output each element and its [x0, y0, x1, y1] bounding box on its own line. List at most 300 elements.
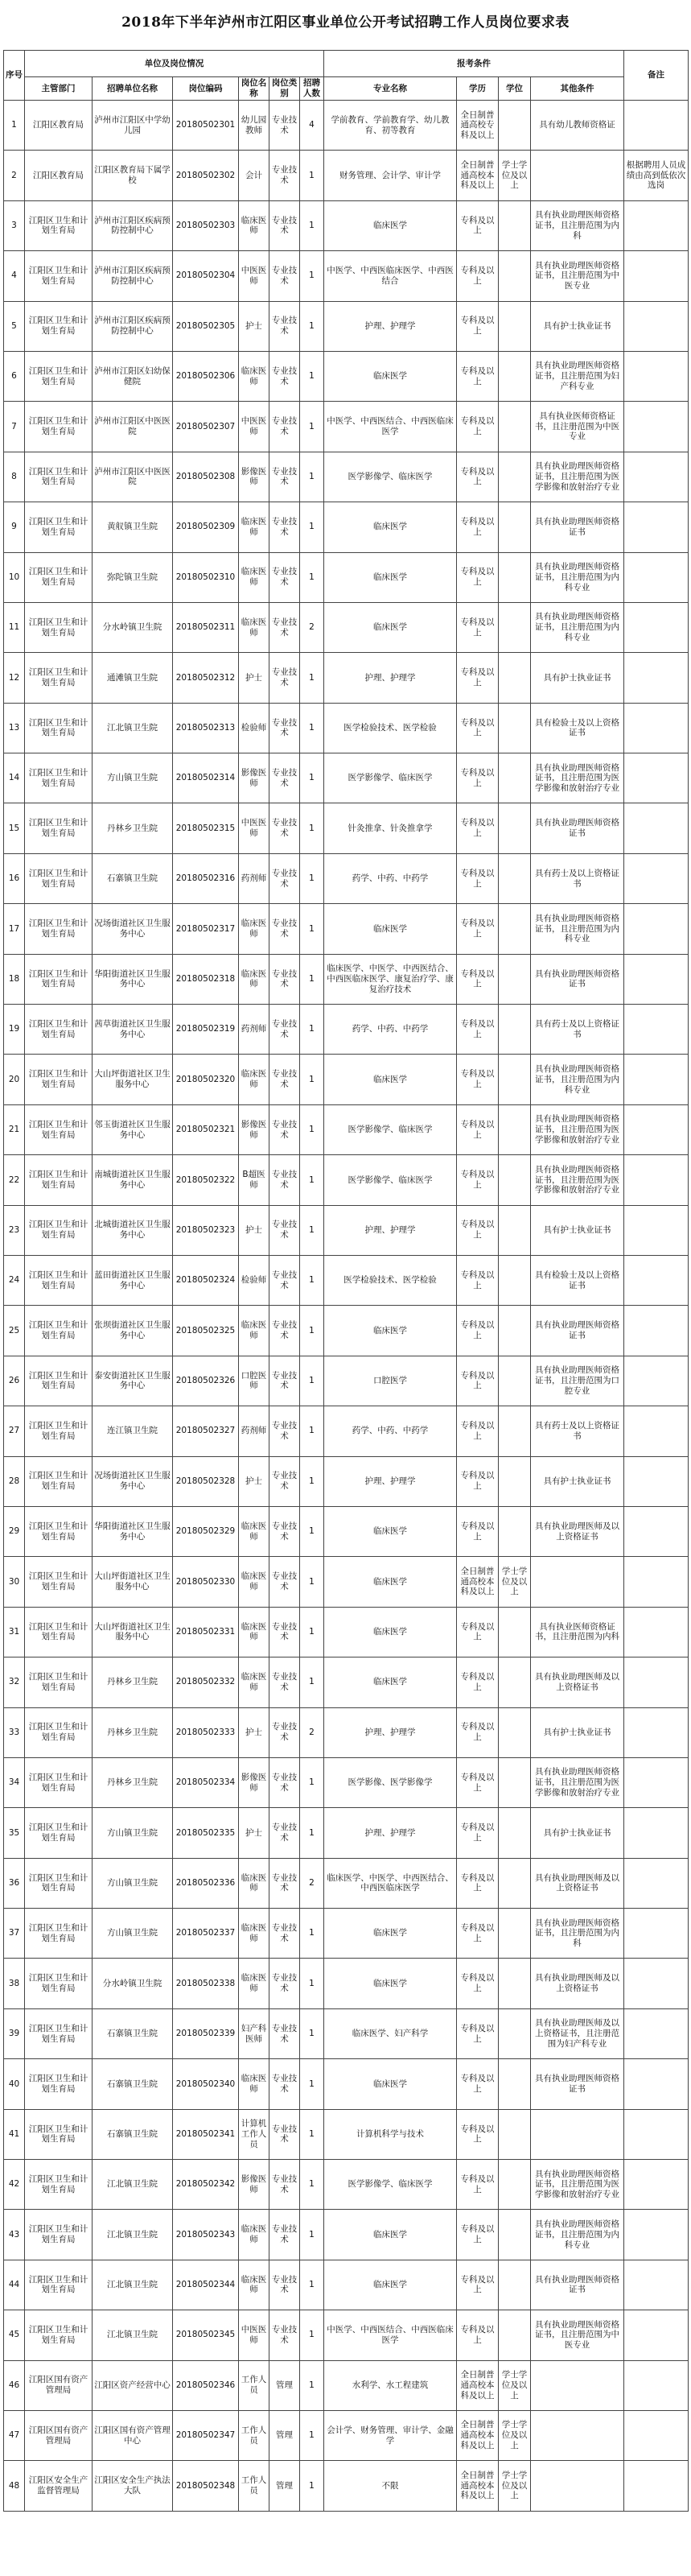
cell-seq: 24	[4, 1255, 25, 1305]
cell-post: 中医医师	[239, 402, 269, 452]
cell-other: 具有检验士及以上资格证书	[531, 703, 624, 753]
cell-unit: 通滩镇卫生院	[93, 653, 173, 703]
cell-code: 20180502323	[173, 1205, 239, 1255]
cell-other: 具有幼儿教师资格证	[531, 101, 624, 151]
table-row	[4, 2008, 689, 2058]
cell-major: 医学检验技术、医学检验	[324, 1255, 457, 1305]
cell-dept: 江阳区卫生和计划生育局	[25, 1808, 93, 1858]
cell-remarks	[624, 904, 689, 954]
cell-seq: 12	[4, 653, 25, 703]
cell-seq: 13	[4, 703, 25, 753]
cell-education: 专科及以上	[457, 1055, 499, 1104]
cell-dept: 江阳区安全生产监督管理局	[25, 2461, 93, 2511]
cell-degree	[499, 351, 531, 401]
header-col: 招聘人数	[300, 77, 324, 101]
cell-seq: 14	[4, 753, 25, 803]
cell-count: 1	[300, 1607, 324, 1657]
cell-other: 具有执业助理医师资格证书，且注册范围为中医专业	[531, 2310, 624, 2360]
cell-post: 幼儿园教师	[239, 101, 269, 151]
header-col: 岗位编码	[173, 77, 239, 101]
cell-education: 全日制普通高校本科及以上	[457, 151, 499, 200]
cell-code: 20180502346	[173, 2360, 239, 2410]
cell-degree	[499, 803, 531, 853]
cell-seq: 31	[4, 1607, 25, 1657]
cell-code: 20180502324	[173, 1255, 239, 1305]
cell-count: 1	[300, 2410, 324, 2460]
cell-post: 临床医师	[239, 1557, 269, 1607]
cell-major: 药学、中药、中药学	[324, 1406, 457, 1456]
cell-major: 中医学、中西医结合、中西医临床医学	[324, 2310, 457, 2360]
cell-count: 1	[300, 1104, 324, 1154]
cell-education: 专科及以上	[457, 853, 499, 903]
cell-category: 专业技术	[269, 1607, 300, 1657]
cell-degree	[499, 1607, 531, 1657]
cell-dept: 江阳区卫生和计划生育局	[25, 251, 93, 301]
table-row	[4, 301, 689, 351]
cell-education: 专科及以上	[457, 1456, 499, 1506]
cell-count: 1	[300, 703, 324, 753]
cell-degree	[499, 2109, 531, 2159]
cell-dept: 江阳区卫生和计划生育局	[25, 2008, 93, 2058]
cell-major: 医学检验技术、医学检验	[324, 703, 457, 753]
cell-unit: 分水岭镇卫生院	[93, 1959, 173, 2008]
cell-seq: 3	[4, 200, 25, 250]
cell-post: 临床医师	[239, 1607, 269, 1657]
cell-unit: 方山镇卫生院	[93, 1808, 173, 1858]
cell-other	[531, 2410, 624, 2460]
header-seq: 序号	[4, 51, 25, 101]
cell-code: 20180502330	[173, 1557, 239, 1607]
cell-code: 20180502308	[173, 452, 239, 502]
cell-dept: 江阳区卫生和计划生育局	[25, 1506, 93, 1556]
cell-major: 临床医学、中医学、中西医结合、中西医临床医学	[324, 1858, 457, 1908]
cell-remarks	[624, 351, 689, 401]
cell-code: 20180502332	[173, 1657, 239, 1707]
cell-post: 临床医师	[239, 1506, 269, 1556]
cell-other: 具有执业医师资格证书，且注册范围为内科	[531, 1607, 624, 1657]
cell-count: 1	[300, 2008, 324, 2058]
cell-degree	[499, 552, 531, 602]
table-row	[4, 1506, 689, 1556]
cell-unit: 北城街道社区卫生服务中心	[93, 1205, 173, 1255]
cell-unit: 石寨镇卫生院	[93, 2109, 173, 2159]
cell-code: 20180502325	[173, 1306, 239, 1356]
header-row-columns	[4, 77, 689, 101]
cell-category: 专业技术	[269, 2210, 300, 2260]
cell-code: 20180502340	[173, 2059, 239, 2109]
table-row	[4, 1306, 689, 1356]
cell-dept: 江阳区卫生和计划生育局	[25, 301, 93, 351]
cell-post: 计算机工作人员	[239, 2109, 269, 2159]
cell-seq: 27	[4, 1406, 25, 1456]
cell-major: 临床医学	[324, 904, 457, 954]
cell-major: 临床医学	[324, 2210, 457, 2260]
cell-remarks	[624, 2310, 689, 2360]
cell-count: 1	[300, 1005, 324, 1055]
cell-dept: 江阳区卫生和计划生育局	[25, 351, 93, 401]
table-row	[4, 1456, 689, 1506]
cell-code: 20180502315	[173, 803, 239, 853]
cell-major: 药学、中药、中药学	[324, 1005, 457, 1055]
cell-unit: 泰安街道社区卫生服务中心	[93, 1356, 173, 1406]
cell-remarks	[624, 1757, 689, 1807]
cell-dept: 江阳区卫生和计划生育局	[25, 602, 93, 652]
cell-degree	[499, 1506, 531, 1556]
cell-code: 20180502312	[173, 653, 239, 703]
cell-count: 1	[300, 2109, 324, 2159]
table-row	[4, 402, 689, 452]
cell-unit: 方山镇卫生院	[93, 1858, 173, 1908]
cell-code: 20180502317	[173, 904, 239, 954]
cell-remarks	[624, 2461, 689, 2511]
cell-education: 专科及以上	[457, 1406, 499, 1456]
table-row	[4, 703, 689, 753]
cell-unit: 江北镇卫生院	[93, 2260, 173, 2310]
cell-seq: 2	[4, 151, 25, 200]
header-col: 其他条件	[531, 77, 624, 101]
header-unit-group: 单位及岗位情况	[25, 51, 324, 77]
cell-count: 1	[300, 402, 324, 452]
cell-major: 临床医学	[324, 2260, 457, 2310]
cell-major: 针灸推拿、针灸推拿学	[324, 803, 457, 853]
cell-count: 1	[300, 1306, 324, 1356]
cell-major: 计算机科学与技术	[324, 2109, 457, 2159]
cell-code: 20180502322	[173, 1155, 239, 1205]
cell-degree	[499, 502, 531, 552]
cell-seq: 19	[4, 1005, 25, 1055]
cell-dept: 江阳区卫生和计划生育局	[25, 753, 93, 803]
cell-major: 临床医学	[324, 552, 457, 602]
cell-seq: 25	[4, 1306, 25, 1356]
cell-remarks	[624, 2109, 689, 2159]
cell-count: 1	[300, 1456, 324, 1506]
cell-post: 临床医师	[239, 1055, 269, 1104]
table-body	[4, 101, 689, 2512]
cell-unit: 江北镇卫生院	[93, 703, 173, 753]
table-row	[4, 803, 689, 853]
cell-other: 具有执业助理医师资格证书，且注册范围为内科专业	[531, 2210, 624, 2260]
cell-code: 20180502336	[173, 1858, 239, 1908]
cell-major: 药学、中药、中药学	[324, 853, 457, 903]
cell-major: 中医学、中西医结合、中西医临床医学	[324, 402, 457, 452]
cell-dept: 江阳区卫生和计划生育局	[25, 452, 93, 502]
cell-count: 1	[300, 954, 324, 1004]
cell-category: 管理	[269, 2461, 300, 2511]
cell-count: 1	[300, 151, 324, 200]
cell-seq: 39	[4, 2008, 25, 2058]
cell-major: 医学影像学、临床医学	[324, 2160, 457, 2210]
cell-education: 专科及以上	[457, 1255, 499, 1305]
cell-post: 临床医师	[239, 954, 269, 1004]
cell-education: 全日制普通高校专科及以上	[457, 101, 499, 151]
cell-post: B超医师	[239, 1155, 269, 1205]
table-row	[4, 2160, 689, 2210]
cell-education: 专科及以上	[457, 703, 499, 753]
cell-category: 专业技术	[269, 1055, 300, 1104]
cell-count: 1	[300, 1055, 324, 1104]
cell-count: 1	[300, 1255, 324, 1305]
cell-other: 具有执业助理医师资格证书，且注册范围为内科专业	[531, 1055, 624, 1104]
cell-seq: 21	[4, 1104, 25, 1154]
cell-category: 专业技术	[269, 1959, 300, 2008]
cell-seq: 18	[4, 954, 25, 1004]
cell-major: 临床医学	[324, 1657, 457, 1707]
cell-remarks	[624, 502, 689, 552]
cell-dept: 江阳区卫生和计划生育局	[25, 2210, 93, 2260]
cell-post: 临床医师	[239, 1858, 269, 1908]
cell-seq: 46	[4, 2360, 25, 2410]
cell-dept: 江阳区卫生和计划生育局	[25, 552, 93, 602]
document-title: 2018年下半年泸州市江阳区事业单位公开考试招聘工作人员岗位要求表	[121, 14, 570, 31]
cell-code: 20180502339	[173, 2008, 239, 2058]
cell-unit: 丹林乡卫生院	[93, 1657, 173, 1707]
cell-category: 专业技术	[269, 1005, 300, 1055]
cell-seq: 17	[4, 904, 25, 954]
cell-other: 具有执业助理医师资格证书，且注册范围为内科专业	[531, 552, 624, 602]
cell-education: 专科及以上	[457, 1707, 499, 1757]
recruitment-table	[3, 50, 689, 2512]
cell-remarks	[624, 1005, 689, 1055]
cell-unit: 泸州市江阳区妇幼保健院	[93, 351, 173, 401]
cell-major: 临床医学	[324, 1909, 457, 1959]
cell-remarks	[624, 1858, 689, 1908]
cell-major: 护理、护理学	[324, 1707, 457, 1757]
cell-post: 临床医师	[239, 2059, 269, 2109]
cell-remarks	[624, 2059, 689, 2109]
cell-education: 专科及以上	[457, 1959, 499, 2008]
cell-education: 专科及以上	[457, 602, 499, 652]
cell-degree	[499, 1909, 531, 1959]
cell-education: 全日制普通高校本科及以上	[457, 1557, 499, 1607]
cell-other: 具有执业助理医师及以上资格证书	[531, 1959, 624, 2008]
cell-seq: 42	[4, 2160, 25, 2210]
cell-education: 专科及以上	[457, 1306, 499, 1356]
cell-education: 专科及以上	[457, 904, 499, 954]
cell-category: 专业技术	[269, 552, 300, 602]
cell-code: 20180502342	[173, 2160, 239, 2210]
cell-education: 专科及以上	[457, 2008, 499, 2058]
table-row	[4, 602, 689, 652]
table-row	[4, 1155, 689, 1205]
cell-post: 临床医师	[239, 1909, 269, 1959]
cell-category: 专业技术	[269, 703, 300, 753]
cell-unit: 茜草街道社区卫生服务中心	[93, 1005, 173, 1055]
cell-remarks	[624, 853, 689, 903]
cell-remarks	[624, 803, 689, 853]
cell-major: 临床医学	[324, 1506, 457, 1556]
cell-education: 专科及以上	[457, 1607, 499, 1657]
cell-unit: 泸州市江阳区中学幼儿园	[93, 101, 173, 151]
cell-code: 20180502328	[173, 1456, 239, 1506]
cell-dept: 江阳区卫生和计划生育局	[25, 954, 93, 1004]
cell-degree	[499, 1255, 531, 1305]
cell-other: 具有执业助理医师资格证书，且注册范围为内科	[531, 1909, 624, 1959]
cell-seq: 26	[4, 1356, 25, 1406]
cell-major: 医学影像、医学影像学	[324, 1757, 457, 1807]
cell-unit: 江阳区安全生产执法大队	[93, 2461, 173, 2511]
cell-code: 20180502319	[173, 1005, 239, 1055]
cell-post: 护士	[239, 1456, 269, 1506]
cell-education: 专科及以上	[457, 1104, 499, 1154]
cell-post: 药剂师	[239, 1005, 269, 1055]
cell-seq: 32	[4, 1657, 25, 1707]
cell-major: 临床医学	[324, 1306, 457, 1356]
cell-remarks	[624, 602, 689, 652]
cell-degree	[499, 1406, 531, 1456]
cell-degree	[499, 402, 531, 452]
header-col: 学位	[499, 77, 531, 101]
cell-education: 专科及以上	[457, 251, 499, 301]
cell-other: 具有执业助理医师资格证书，且注册范围为内科	[531, 200, 624, 250]
table-row	[4, 1406, 689, 1456]
cell-degree	[499, 904, 531, 954]
cell-degree	[499, 251, 531, 301]
cell-seq: 34	[4, 1757, 25, 1807]
cell-other: 具有执业助理医师资格证书，且注册范围为内科专业	[531, 602, 624, 652]
cell-remarks: 根据聘用人员成绩由高到低依次选岗	[624, 151, 689, 200]
cell-education: 专科及以上	[457, 2059, 499, 2109]
cell-count: 2	[300, 1707, 324, 1757]
table-row	[4, 2360, 689, 2410]
cell-code: 20180502313	[173, 703, 239, 753]
cell-unit: 大山坪街道社区卫生服务中心	[93, 1055, 173, 1104]
cell-dept: 江阳区卫生和计划生育局	[25, 1356, 93, 1406]
cell-unit: 方山镇卫生院	[93, 1909, 173, 1959]
cell-count: 1	[300, 502, 324, 552]
table-row	[4, 2461, 689, 2511]
cell-seq: 15	[4, 803, 25, 853]
cell-post: 临床医师	[239, 1657, 269, 1707]
cell-dept: 江阳区卫生和计划生育局	[25, 1959, 93, 2008]
cell-seq: 1	[4, 101, 25, 151]
cell-major: 中医学、中西医临床医学、中西医结合	[324, 251, 457, 301]
cell-seq: 33	[4, 1707, 25, 1757]
cell-degree	[499, 101, 531, 151]
table-row	[4, 1255, 689, 1305]
cell-code: 20180502304	[173, 251, 239, 301]
cell-seq: 4	[4, 251, 25, 301]
cell-education: 专科及以上	[457, 2260, 499, 2310]
cell-code: 20180502321	[173, 1104, 239, 1154]
cell-education: 专科及以上	[457, 2210, 499, 2260]
table-row	[4, 1707, 689, 1757]
cell-other: 具有护士执业证书	[531, 1456, 624, 1506]
cell-post: 工作人员	[239, 2461, 269, 2511]
cell-post: 药剂师	[239, 853, 269, 903]
cell-dept: 江阳区卫生和计划生育局	[25, 803, 93, 853]
cell-major: 水利学、水工程建筑	[324, 2360, 457, 2410]
table-row	[4, 1607, 689, 1657]
cell-other: 具有执业助理医师资格证书，且注册范围为口腔专业	[531, 1356, 624, 1406]
cell-seq: 23	[4, 1205, 25, 1255]
cell-post: 中医医师	[239, 803, 269, 853]
cell-other: 具有执业助理医师资格证书	[531, 954, 624, 1004]
cell-major: 医学影像学、临床医学	[324, 1155, 457, 1205]
cell-degree	[499, 753, 531, 803]
cell-post: 护士	[239, 1808, 269, 1858]
cell-category: 专业技术	[269, 1406, 300, 1456]
cell-count: 1	[300, 653, 324, 703]
cell-dept: 江阳区卫生和计划生育局	[25, 853, 93, 903]
cell-remarks	[624, 653, 689, 703]
cell-degree	[499, 1858, 531, 1908]
cell-dept: 江阳区卫生和计划生育局	[25, 502, 93, 552]
table-row	[4, 954, 689, 1004]
header-col: 学历	[457, 77, 499, 101]
cell-count: 1	[300, 452, 324, 502]
cell-unit: 江阳区教育局下属学校	[93, 151, 173, 200]
cell-remarks	[624, 452, 689, 502]
cell-major: 护理、护理学	[324, 653, 457, 703]
cell-category: 专业技术	[269, 452, 300, 502]
cell-major: 护理、护理学	[324, 1808, 457, 1858]
cell-education: 专科及以上	[457, 2109, 499, 2159]
cell-count: 1	[300, 853, 324, 903]
cell-major: 临床医学	[324, 2059, 457, 2109]
cell-category: 专业技术	[269, 1356, 300, 1406]
cell-unit: 丹林乡卫生院	[93, 1707, 173, 1757]
header-col: 主管部门	[25, 77, 93, 101]
cell-code: 20180502320	[173, 1055, 239, 1104]
table-row	[4, 2260, 689, 2310]
cell-seq: 22	[4, 1155, 25, 1205]
cell-count: 1	[300, 1757, 324, 1807]
cell-seq: 43	[4, 2210, 25, 2260]
cell-code: 20180502344	[173, 2260, 239, 2310]
cell-major: 会计学、财务管理、审计学、金融学	[324, 2410, 457, 2460]
cell-remarks	[624, 1808, 689, 1858]
cell-dept: 江阳区卫生和计划生育局	[25, 1104, 93, 1154]
cell-count: 1	[300, 1406, 324, 1456]
cell-category: 专业技术	[269, 653, 300, 703]
cell-dept: 江阳区卫生和计划生育局	[25, 653, 93, 703]
cell-dept: 江阳区卫生和计划生育局	[25, 402, 93, 452]
cell-dept: 江阳区卫生和计划生育局	[25, 1909, 93, 1959]
cell-unit: 石寨镇卫生院	[93, 2059, 173, 2109]
cell-other: 具有药士及以上资格证书	[531, 1406, 624, 1456]
cell-seq: 30	[4, 1557, 25, 1607]
cell-dept: 江阳区卫生和计划生育局	[25, 2059, 93, 2109]
cell-major: 临床医学	[324, 1055, 457, 1104]
cell-code: 20180502305	[173, 301, 239, 351]
cell-seq: 16	[4, 853, 25, 903]
cell-other: 具有执业助理医师资格证书	[531, 502, 624, 552]
cell-unit: 方山镇卫生院	[93, 753, 173, 803]
cell-category: 专业技术	[269, 151, 300, 200]
cell-dept: 江阳区教育局	[25, 151, 93, 200]
cell-dept: 江阳区卫生和计划生育局	[25, 1757, 93, 1807]
cell-post: 工作人员	[239, 2360, 269, 2410]
cell-count: 1	[300, 251, 324, 301]
cell-count: 1	[300, 1557, 324, 1607]
cell-major: 临床医学	[324, 502, 457, 552]
cell-education: 专科及以上	[457, 1356, 499, 1406]
cell-category: 专业技术	[269, 2059, 300, 2109]
cell-post: 临床医师	[239, 602, 269, 652]
table-row	[4, 2109, 689, 2159]
table-row	[4, 1757, 689, 1807]
cell-count: 1	[300, 2461, 324, 2511]
header-row-group	[4, 51, 689, 77]
cell-other: 具有执业助理医师及以上资格证书，且注册范围为妇产科专业	[531, 2008, 624, 2058]
cell-remarks	[624, 1506, 689, 1556]
table-row	[4, 1005, 689, 1055]
cell-remarks	[624, 552, 689, 602]
cell-seq: 47	[4, 2410, 25, 2460]
cell-count: 1	[300, 2210, 324, 2260]
cell-seq: 7	[4, 402, 25, 452]
cell-count: 1	[300, 803, 324, 853]
